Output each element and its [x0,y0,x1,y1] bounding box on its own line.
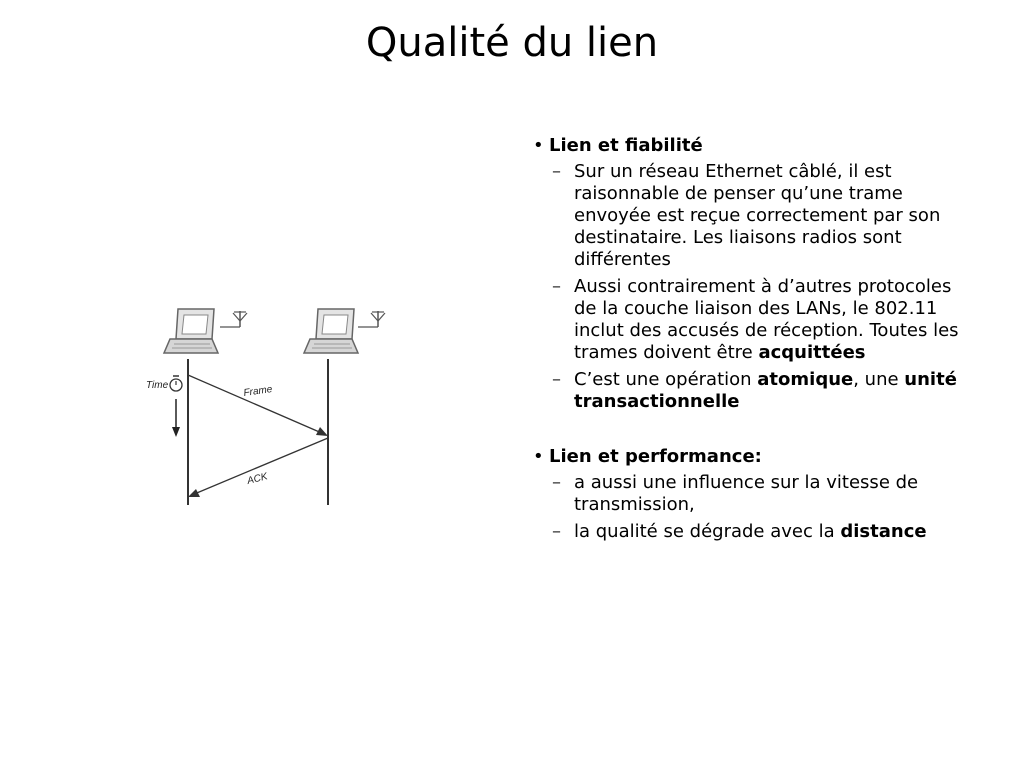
sender-laptop-icon [164,309,218,353]
sub-item: – Aussi contrairement à d’autres protocoles de la couche liaison des LANs, le 802.11 inclut des accusés de réception. Toutes les trames doivent être acquittées [552,276,959,363]
reliability-subitems [533,161,973,413]
sub-item: – Sur un réseau Ethernet câblé, il est raisonnable de penser qu’une trame envoyée est reçue correctement par son destinataire. Les liaisons radios sont différentes [552,161,941,270]
frame-arrowhead [316,427,328,436]
bullet-heading: Lien et fiabilité [549,135,703,156]
sub-item: – la qualité se dégrade avec la distance [552,521,927,542]
ack-arrow [192,438,328,495]
frame-arrow [188,375,324,434]
bullet-heading: Lien et performance: [549,446,762,467]
bullet-performance [533,446,973,468]
bullet-reliability [533,135,973,157]
receiver-laptop-icon [304,309,358,353]
receiver-antenna-icon [358,311,385,327]
slide-content [533,135,973,548]
ack-label: ACK [246,471,269,487]
frame-ack-svg [140,295,400,515]
time-label: Time [146,380,169,391]
time-arrow-icon [172,399,180,437]
bullet-dot: • [533,446,544,467]
frame-label: Frame [242,384,274,399]
bullet-dot: • [533,135,544,156]
sub-item: – a aussi une influence sur la vitesse de transmission, [552,472,919,515]
performance-subitems [533,472,973,543]
sender-antenna-icon [220,311,247,327]
frame-ack-diagram [140,295,400,515]
slide-title: Qualité du lien [365,20,659,66]
stopwatch-icon [170,376,182,391]
sub-item: – C’est une opération atomique, une unité transactionnelle [552,369,957,412]
